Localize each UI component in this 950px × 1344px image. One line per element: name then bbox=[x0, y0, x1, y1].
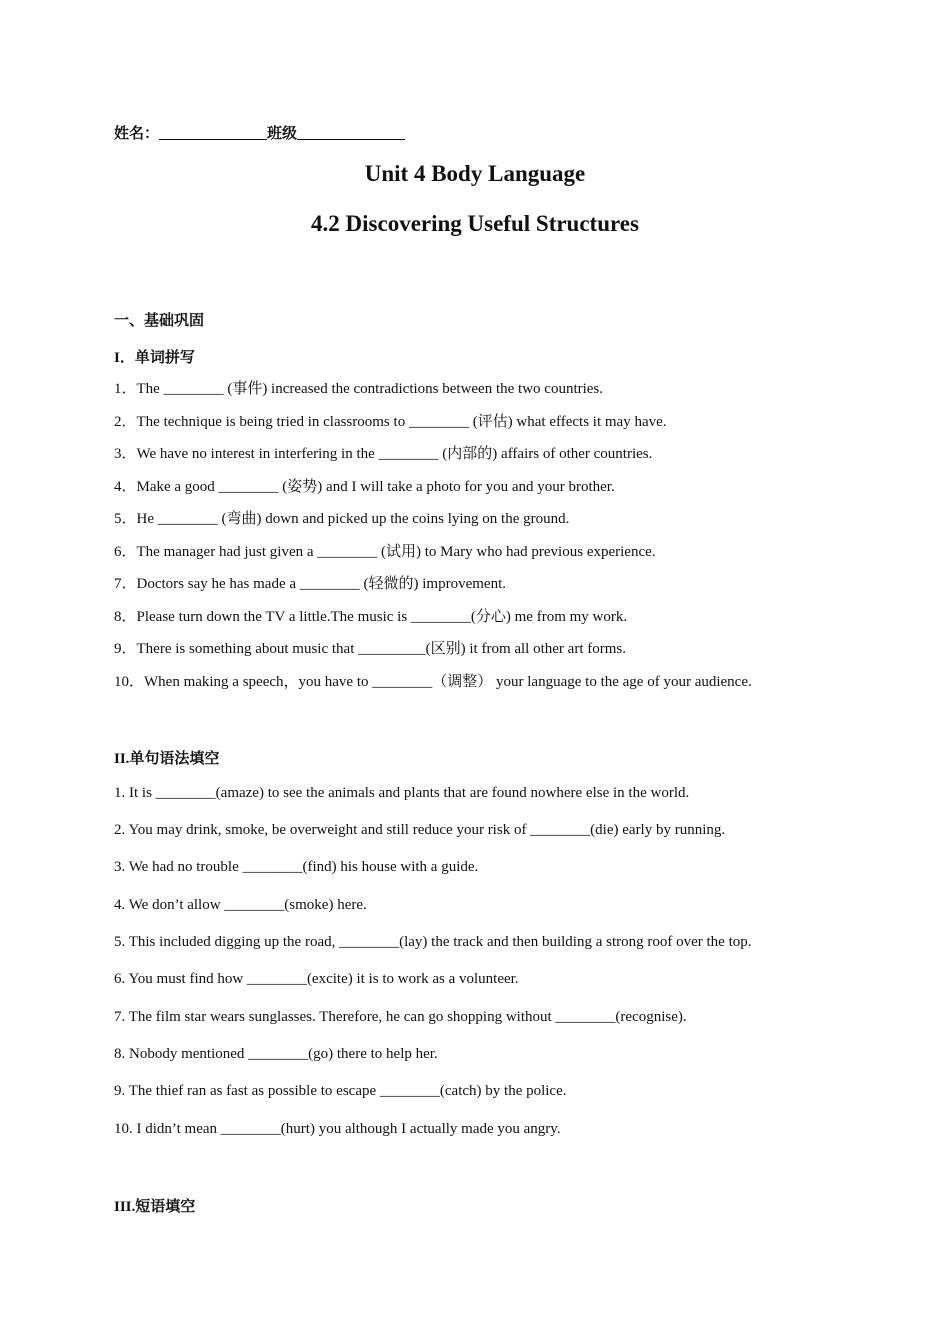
lesson-title: 4.2 Discovering Useful Structures bbox=[311, 211, 639, 236]
section-1-item: 1．The ________ (事件) increased the contradictions between the two countries. bbox=[114, 381, 604, 397]
class-label: 班级 bbox=[267, 126, 298, 142]
name-class-line bbox=[114, 122, 405, 143]
section-2-item: 6. You must find how ________(excite) it is to work as a volunteer. bbox=[114, 971, 519, 987]
part-one-heading: 一、基础巩固 bbox=[114, 313, 205, 329]
section-1-item: 4．Make a good ________ (姿势) and I will take a photo for you and your brother. bbox=[114, 479, 615, 495]
class-blank[interactable] bbox=[297, 125, 405, 140]
section-2-item: 1. It is ________(amaze) to see the animals and plants that are found nowhere else in the world. bbox=[114, 785, 690, 801]
section-1-item: 2．The technique is being tried in classrooms to ________ (评估) what effects it may have. bbox=[114, 414, 667, 430]
section-1-item: 8．Please turn down the TV a little.The music is ________(分心) me from my work. bbox=[114, 609, 628, 625]
section-2-item: 5. This included digging up the road, ________(lay) the track and then building a strong roof over the top. bbox=[114, 934, 752, 950]
section-2-item: 2. You may drink, smoke, be overweight and still reduce your risk of ________(die) early by running. bbox=[114, 822, 726, 838]
section-1-item: 6．The manager had just given a ________ (试用) to Mary who had previous experience. bbox=[114, 544, 656, 560]
section-1-item: 7．Doctors say he has made a ________ (轻微的) improvement. bbox=[114, 576, 506, 592]
section-2-item: 9. The thief ran as fast as possible to escape ________(catch) by the police. bbox=[114, 1083, 567, 1099]
section-1-item: 9．There is something about music that _________(区别) it from all other art forms. bbox=[114, 641, 626, 657]
section-3-heading: III.短语填空 bbox=[114, 1199, 196, 1215]
unit-title: Unit 4 Body Language bbox=[364, 161, 586, 186]
section-1-item: 3．We have no interest in interfering in the ________ (内部的) affairs of other countries. bbox=[114, 446, 653, 462]
name-blank[interactable] bbox=[159, 125, 267, 140]
section-1-item: 10．When making a speech，you have to ________（调整） your language to the age of your audience. bbox=[114, 674, 752, 690]
section-2-item: 4. We don’t allow ________(smoke) here. bbox=[114, 897, 367, 913]
section-2-item: 7. The film star wears sunglasses. Therefore, he can go shopping without ________(recognise). bbox=[114, 1009, 687, 1025]
section-2-heading: II.单句语法填空 bbox=[114, 751, 220, 767]
name-label: 姓名： bbox=[114, 126, 160, 142]
section-1-item: 5．He ________ (弯曲) down and picked up the coins lying on the ground. bbox=[114, 511, 570, 527]
section-1-heading: I．单词拼写 bbox=[114, 350, 195, 366]
section-2-item: 3. We had no trouble ________(find) his house with a guide. bbox=[114, 859, 479, 875]
section-2-item: 8. Nobody mentioned ________(go) there to help her. bbox=[114, 1046, 438, 1062]
section-2-item: 10. I didn’t mean ________(hurt) you although I actually made you angry. bbox=[114, 1121, 561, 1137]
